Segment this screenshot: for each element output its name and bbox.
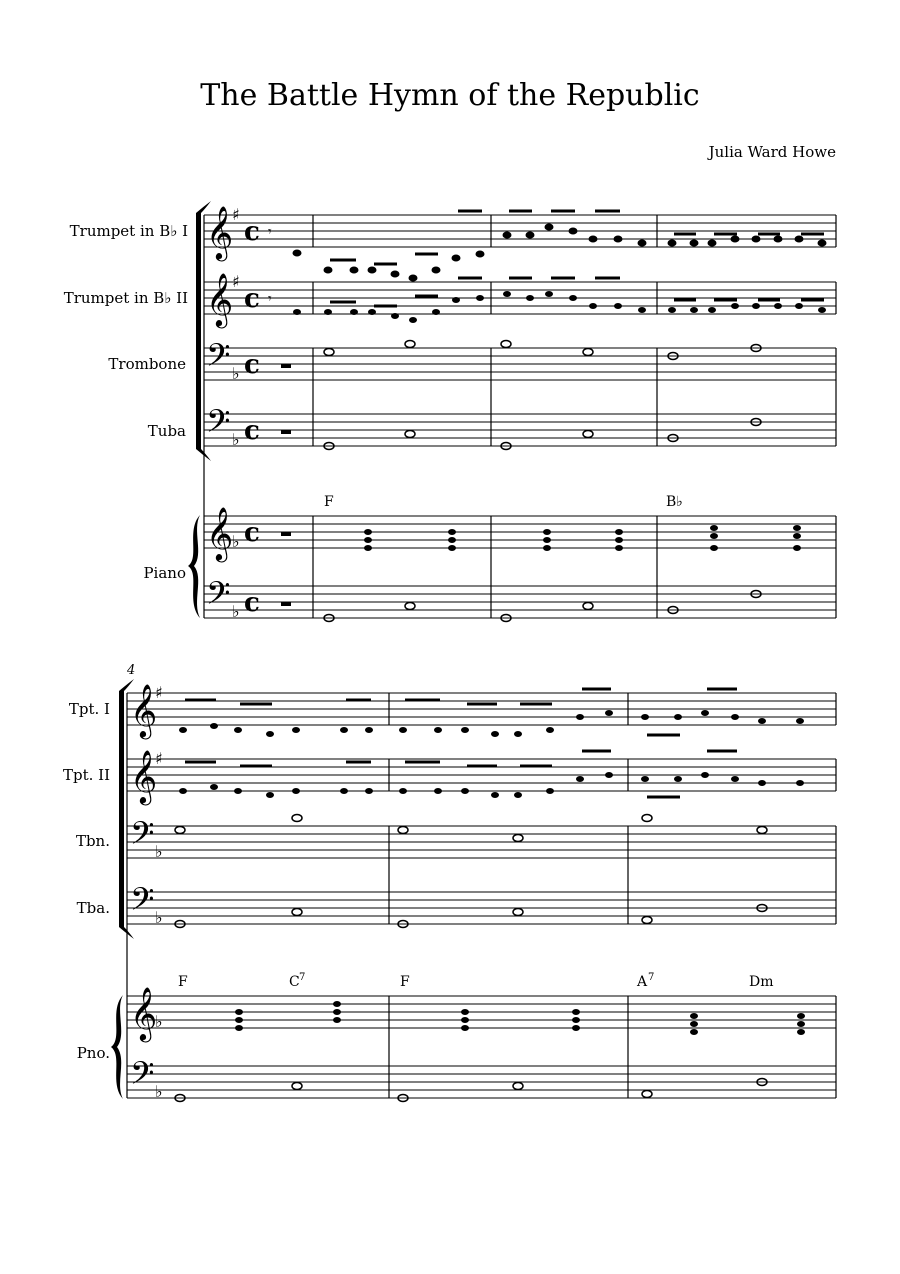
time-signatures [244, 217, 260, 618]
clefs [206, 205, 233, 619]
system-1 [64, 201, 836, 622]
staff-lines [204, 215, 836, 618]
chord-symbol: B♭ [666, 494, 683, 510]
svg-text:c: c [244, 416, 260, 446]
barlines [204, 215, 836, 618]
label-tuba: Tba. [76, 899, 110, 917]
svg-text:♭: ♭ [155, 1082, 163, 1101]
low-brass-notes [324, 341, 761, 622]
bass-clef-icon: 𝄢 [206, 337, 231, 381]
system-2 [63, 663, 836, 1102]
chord-symbol: F [400, 974, 410, 990]
treble-clef-icon: 𝄞 [130, 683, 158, 737]
chord-symbol: A [637, 974, 648, 990]
bass-clef-icon: 𝄢 [206, 575, 231, 619]
svg-text:♯: ♯ [232, 272, 240, 291]
label-trumpet-2: Trumpet in B♭ II [63, 289, 188, 307]
label-tuba: Tuba [147, 422, 186, 440]
composer-credit: Julia Ward Howe [708, 143, 836, 161]
pickup-rests [268, 224, 291, 606]
clefs [130, 683, 157, 1099]
svg-text:♭: ♭ [232, 430, 240, 449]
treble-clef-icon: 𝄞 [206, 506, 234, 560]
svg-text:𝄾: 𝄾 [268, 224, 272, 240]
staff-lines [127, 693, 836, 1098]
trumpet-2-notes [179, 772, 804, 798]
treble-clef-icon: 𝄞 [130, 986, 158, 1040]
bass-clef-icon: 𝄢 [130, 881, 155, 925]
svg-text:♭: ♭ [232, 532, 240, 551]
beams [330, 211, 824, 306]
label-trumpet-1: Trumpet in B♭ I [69, 222, 188, 240]
svg-text:♯: ♯ [155, 683, 163, 702]
svg-text:♯: ♯ [232, 205, 240, 224]
bass-clef-icon: 𝄢 [130, 1055, 155, 1099]
treble-clef-icon: 𝄞 [206, 205, 234, 259]
svg-text:♭: ♭ [232, 364, 240, 383]
svg-text:♭: ♭ [232, 602, 240, 621]
beams [185, 689, 737, 797]
chord-symbol: F [178, 974, 188, 990]
treble-clef-icon: 𝄞 [130, 749, 158, 803]
trumpet-2-notes [293, 291, 826, 323]
svg-text:c: c [244, 284, 260, 314]
label-piano: Pno. [76, 1044, 110, 1062]
piano-rh-chords [235, 1001, 805, 1035]
svg-text:♯: ♯ [155, 749, 163, 768]
svg-text:c: c [244, 350, 260, 380]
treble-clef-icon: 𝄞 [206, 272, 234, 326]
svg-text:♭: ♭ [155, 1012, 163, 1031]
chord-symbol: C [289, 974, 300, 990]
svg-text:c: c [244, 588, 260, 618]
page-title: The Battle Hymn of the Republic [200, 78, 700, 113]
label-trumpet-1: Tpt. I [68, 700, 110, 718]
piano-brace [111, 995, 123, 1099]
bass-clef-icon: 𝄢 [130, 815, 155, 859]
svg-text:♭: ♭ [155, 908, 163, 927]
chord-symbol: F [324, 494, 334, 510]
label-trumpet-2: Tpt. II [62, 766, 110, 784]
label-trombone: Trombone [108, 355, 186, 373]
svg-text:𝄾: 𝄾 [268, 291, 272, 307]
svg-text:♭: ♭ [155, 842, 163, 861]
chord-symbol: Dm [749, 974, 774, 990]
svg-text:c: c [244, 518, 260, 548]
trumpet-1-notes [179, 710, 804, 737]
trumpet-1-notes [293, 224, 826, 281]
piano-rh-chords [364, 525, 801, 551]
label-trombone: Tbn. [75, 832, 110, 850]
svg-text:c: c [244, 217, 260, 247]
bass-clef-icon: 𝄢 [206, 403, 231, 447]
barlines [127, 693, 836, 1098]
measure-number: 4 [127, 663, 136, 678]
chord-symbol-superscript: 7 [299, 972, 306, 983]
chord-symbol-superscript: 7 [648, 972, 655, 983]
label-piano: Piano [143, 564, 186, 582]
piano-brace [188, 515, 200, 618]
